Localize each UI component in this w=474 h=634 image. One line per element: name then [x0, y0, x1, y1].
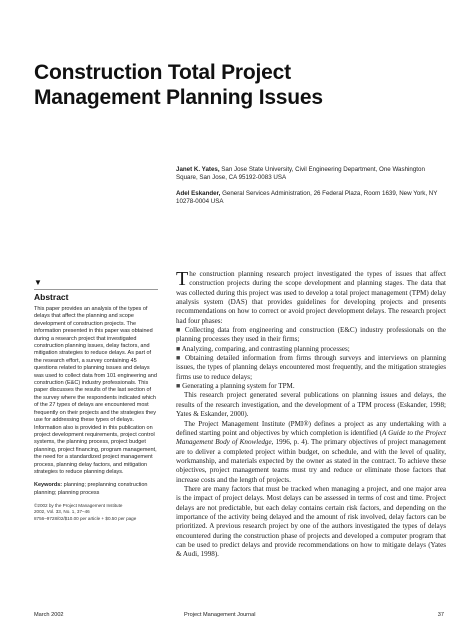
- author-2: [176, 190, 446, 207]
- author-block: [176, 166, 446, 214]
- phase-item-3: [176, 354, 446, 382]
- copyright-line: ©2002 by the Project Management Institute: [34, 503, 123, 509]
- keywords-label: Keywords:: [34, 482, 63, 489]
- page-number: 37: [437, 612, 444, 618]
- pmi-text-a: The Project Management Institute (PMI®) defines a project as any undertaking with a defined starting point and objectives by which completion is identified (: [176, 419, 446, 437]
- citation-block: [34, 503, 158, 522]
- intro-text: he construction planning research project investigated the types of issues that affect construction projects during the scope development and planning stages. The data that was collected during this project was used to develop a total project management (TPM) delay analysis system (DAS) that provides guidelines for developing projects and presents recommendations on how to correct or avoid project development delays. The research project had four phases:: [176, 270, 446, 325]
- author-2-affiliation: General Services Administration, 26 Federal Plaza, Room 1639, New York, NY 10278-0004 USA: [176, 189, 438, 206]
- phase-text-2: Analyzing, comparing, and contrasting planning processes;: [181, 344, 350, 353]
- square-bullet-icon: ■: [176, 382, 181, 391]
- pmi-paragraph: [176, 420, 446, 485]
- abstract-heading: Abstract: [34, 289, 158, 303]
- title-line-2: Management Planning Issues: [34, 86, 323, 109]
- delays-paragraph: There are many factors that must be tracked when managing a project, and one major area is the impact of project delays. Most delays can be assessed in terms of cost and time. Project delays are not predictable, but each delay contains certain risk factors, and depending on the importance of the activity being delayed and the amount of risk involved, delay factors can be prioritized. A previous research project by one of the authors investigated the types of delays encountered during the construction phase of projects and developed a computer program that can be used to predict delays and provide recommendations on how to mitigate delays (Yates & Audi, 1998).: [176, 484, 446, 559]
- square-bullet-icon: ■: [176, 344, 181, 353]
- pmi-text-b: , 1996, p. 4). The primary objectives of project management are to deliver a completed project within budget, on schedule, and with the level of quality, workmanship, and materials expected by the owner as stated in the contract. To achieve these objectives, project management teams must try and reduce or eliminate those factors that increase costs and the length of projects.: [176, 438, 446, 484]
- keywords: [34, 482, 158, 497]
- author-1-name: Janet K. Yates,: [176, 166, 220, 173]
- price-line: 8756–9728/02/$10.00 per article + $0.50 per page: [34, 515, 137, 521]
- footer-date: March 2002: [34, 612, 64, 618]
- phase-item-2: [176, 345, 446, 354]
- phase-text-4: Generating a planning system for TPM.: [182, 382, 295, 391]
- author-1: [176, 166, 446, 183]
- pmbok-title: A Guide to the Project Management Body of Knowledge: [176, 428, 446, 447]
- publications-paragraph: This research project generated several publications on planning issues and delays, the results of the research investigation, and the development of a TPM process (Eskander, 1998; Yates & Eskander, 2000).: [176, 391, 446, 419]
- keywords-list: planning; preplanning construction planning; planning process: [34, 482, 148, 496]
- drop-cap: T: [176, 268, 189, 290]
- abstract-text: This paper provides an analysis of the types of delays that affect the planning and scope development of construction projects. The information presented in this paper was obtained during a research project that investigated construction planning issues, delay factors, and mitigation strategies to reduce delays. As part of the research effort, a survey containing 45 questions related to planning issues and delays was used to collect data from 101 engineering and construction (E&C) industry professionals. This paper discusses the results of the last section of the survey where the respondents indicated which of the 27 types of delays are encountered most frequently on their projects and the strategies they use for addressing these types of delays. Information also is provided in this publication on project development requirements, project control systems, the planning process, project budget planning, project financing, program management, the need for a standardized project management process, planning delay factors, and mitigation strategies to reduce planning delays.: [34, 306, 157, 475]
- phase-text-1: Collecting data from engineering and construction (E&C) industry professionals on the planning processes they used in their firms;: [176, 326, 447, 344]
- author-2-name: Adel Eskander,: [176, 189, 221, 197]
- square-bullet-icon: ■: [176, 326, 182, 335]
- body-text: [176, 270, 446, 560]
- author-1-affiliation: San Jose State University, Civil Engineering Department, One Washington Square, San Jose, CA 95192-0083 USA: [176, 166, 425, 182]
- phase-item-1: [176, 326, 446, 345]
- square-bullet-icon: ■: [176, 354, 182, 363]
- abstract-sidebar: [34, 278, 158, 522]
- triangle-down-icon: ▼: [34, 278, 42, 287]
- phase-item-4: [176, 382, 446, 391]
- volume-line: 2002, Vol. 33, No. 1, 37–46: [34, 509, 90, 515]
- phase-text-3: Obtaining detailed information from firms through surveys and interviews on planning issues, the types of planning delays encountered most frequently, and the mitigation strategies firms use to reduce delays;: [176, 354, 446, 381]
- title-line-1: Construction Total Project: [34, 61, 291, 84]
- intro-paragraph: [176, 270, 446, 326]
- footer-journal: Project Management Journal: [184, 612, 256, 618]
- paper-title: [34, 60, 434, 110]
